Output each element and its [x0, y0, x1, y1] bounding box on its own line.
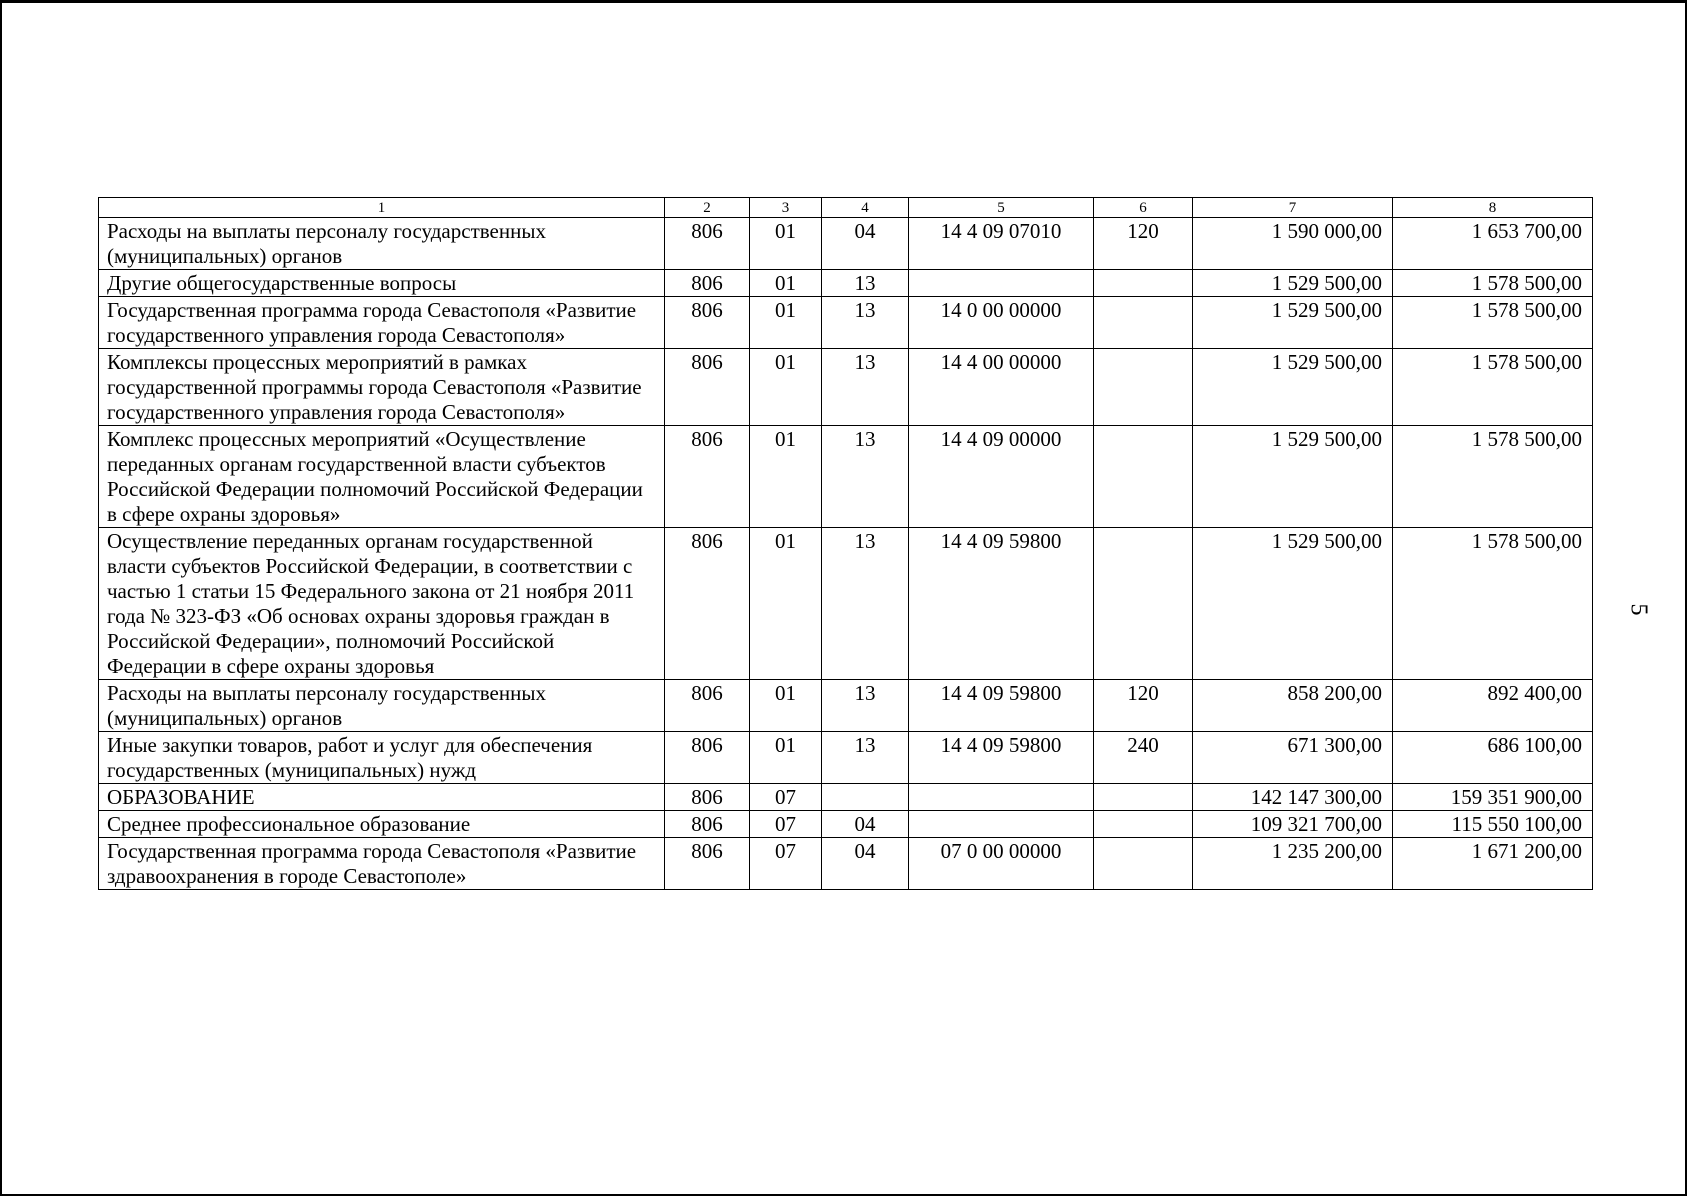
row-ved-cell: 806 [665, 426, 750, 528]
row-vr-cell [1094, 270, 1193, 297]
row-csr-cell: 14 0 00 00000 [909, 297, 1094, 349]
header-cell: 1 [99, 198, 665, 218]
row-csr-cell: 07 0 00 00000 [909, 838, 1094, 890]
row-sum1-cell: 1 529 500,00 [1193, 297, 1393, 349]
row-vr-cell: 120 [1094, 680, 1193, 732]
header-cell: 2 [665, 198, 750, 218]
row-sum2-cell: 1 578 500,00 [1393, 426, 1593, 528]
row-vr-cell: 120 [1094, 218, 1193, 270]
row-rz-cell: 01 [750, 732, 822, 784]
row-csr-cell: 14 4 00 00000 [909, 349, 1094, 426]
row-name-cell: Расходы на выплаты персоналу государственных (муниципальных) органов [99, 680, 665, 732]
row-csr-cell [909, 784, 1094, 811]
table-row [99, 528, 1593, 680]
row-vr-cell [1094, 784, 1193, 811]
row-sum2-cell: 1 653 700,00 [1393, 218, 1593, 270]
row-pr-cell: 13 [822, 680, 909, 732]
row-name-cell: Осуществление переданных органам государственной власти субъектов Российской Федерации, в соответствии с частью 1 статьи 15 Федерального закона от 21 ноября 2011 года № 323-ФЗ «Об основах охраны здоровья граждан в Российской Федерации», полномочий Российской Федерации в сфере охраны здоровья [99, 528, 665, 680]
row-sum2-cell: 1 578 500,00 [1393, 349, 1593, 426]
table-row [99, 218, 1593, 270]
row-ved-cell: 806 [665, 680, 750, 732]
row-pr-cell: 13 [822, 426, 909, 528]
row-ved-cell: 806 [665, 784, 750, 811]
row-ved-cell: 806 [665, 218, 750, 270]
row-sum2-cell: 1 578 500,00 [1393, 270, 1593, 297]
row-ved-cell: 806 [665, 528, 750, 680]
row-sum2-cell: 1 671 200,00 [1393, 838, 1593, 890]
row-name-cell: Иные закупки товаров, работ и услуг для обеспечения государственных (муниципальных) нужд [99, 732, 665, 784]
row-ved-cell: 806 [665, 811, 750, 838]
row-pr-cell: 13 [822, 732, 909, 784]
table-row [99, 270, 1593, 297]
row-rz-cell: 01 [750, 270, 822, 297]
header-cell: 3 [750, 198, 822, 218]
row-rz-cell: 01 [750, 680, 822, 732]
row-ved-cell: 806 [665, 349, 750, 426]
row-rz-cell: 07 [750, 784, 822, 811]
row-name-cell: Другие общегосударственные вопросы [99, 270, 665, 297]
page-number: 5 [1625, 603, 1652, 616]
row-rz-cell: 07 [750, 838, 822, 890]
row-sum1-cell: 1 235 200,00 [1193, 838, 1393, 890]
row-pr-cell: 13 [822, 270, 909, 297]
row-rz-cell: 01 [750, 528, 822, 680]
row-csr-cell: 14 4 09 59800 [909, 528, 1094, 680]
row-sum1-cell: 109 321 700,00 [1193, 811, 1393, 838]
row-sum1-cell: 1 529 500,00 [1193, 349, 1393, 426]
row-sum1-cell: 671 300,00 [1193, 732, 1393, 784]
header-cell: 8 [1393, 198, 1593, 218]
header-cell: 7 [1193, 198, 1393, 218]
row-rz-cell: 01 [750, 426, 822, 528]
row-name-cell: ОБРАЗОВАНИЕ [99, 784, 665, 811]
table-row [99, 732, 1593, 784]
row-pr-cell: 04 [822, 838, 909, 890]
row-sum2-cell: 892 400,00 [1393, 680, 1593, 732]
row-csr-cell [909, 270, 1094, 297]
row-pr-cell [822, 784, 909, 811]
row-pr-cell: 13 [822, 528, 909, 680]
row-sum2-cell: 1 578 500,00 [1393, 297, 1593, 349]
row-ved-cell: 806 [665, 270, 750, 297]
row-name-cell: Государственная программа города Севастополя «Развитие здравоохранения в городе Севастополе» [99, 838, 665, 890]
row-sum1-cell: 1 529 500,00 [1193, 270, 1393, 297]
row-ved-cell: 806 [665, 297, 750, 349]
row-name-cell: Расходы на выплаты персоналу государственных (муниципальных) органов [99, 218, 665, 270]
row-sum2-cell: 1 578 500,00 [1393, 528, 1593, 680]
row-vr-cell [1094, 528, 1193, 680]
row-sum2-cell: 159 351 900,00 [1393, 784, 1593, 811]
table-header-row [99, 198, 1593, 218]
row-pr-cell: 04 [822, 218, 909, 270]
row-csr-cell: 14 4 09 59800 [909, 680, 1094, 732]
row-vr-cell: 240 [1094, 732, 1193, 784]
header-cell: 6 [1094, 198, 1193, 218]
table-row [99, 426, 1593, 528]
table-row [99, 811, 1593, 838]
table-row [99, 297, 1593, 349]
row-name-cell: Государственная программа города Севастополя «Развитие государственного управления города Севастополя» [99, 297, 665, 349]
row-csr-cell: 14 4 09 00000 [909, 426, 1094, 528]
row-rz-cell: 01 [750, 349, 822, 426]
row-vr-cell [1094, 838, 1193, 890]
table-row [99, 349, 1593, 426]
row-csr-cell: 14 4 09 07010 [909, 218, 1094, 270]
row-pr-cell: 13 [822, 297, 909, 349]
table-row [99, 784, 1593, 811]
row-rz-cell: 01 [750, 297, 822, 349]
row-csr-cell [909, 811, 1094, 838]
row-sum2-cell: 686 100,00 [1393, 732, 1593, 784]
row-ved-cell: 806 [665, 838, 750, 890]
row-name-cell: Комплексы процессных мероприятий в рамках государственной программы города Севастополя «Развитие государственного управления города Севастополя» [99, 349, 665, 426]
row-vr-cell [1094, 297, 1193, 349]
header-cell: 4 [822, 198, 909, 218]
row-sum1-cell: 858 200,00 [1193, 680, 1393, 732]
table-row [99, 680, 1593, 732]
row-sum1-cell: 1 590 000,00 [1193, 218, 1393, 270]
row-rz-cell: 01 [750, 218, 822, 270]
row-rz-cell: 07 [750, 811, 822, 838]
row-name-cell: Среднее профессиональное образование [99, 811, 665, 838]
header-cell: 5 [909, 198, 1094, 218]
row-vr-cell [1094, 811, 1193, 838]
row-name-cell: Комплекс процессных мероприятий «Осуществление переданных органам государственной власти субъектов Российской Федерации полномочий Российской Федерации в сфере охраны здоровья» [99, 426, 665, 528]
budget-table [98, 197, 1593, 890]
row-ved-cell: 806 [665, 732, 750, 784]
row-vr-cell [1094, 426, 1193, 528]
row-csr-cell: 14 4 09 59800 [909, 732, 1094, 784]
row-pr-cell: 13 [822, 349, 909, 426]
table-row [99, 838, 1593, 890]
row-sum2-cell: 115 550 100,00 [1393, 811, 1593, 838]
row-sum1-cell: 1 529 500,00 [1193, 528, 1393, 680]
row-vr-cell [1094, 349, 1193, 426]
row-sum1-cell: 142 147 300,00 [1193, 784, 1393, 811]
row-pr-cell: 04 [822, 811, 909, 838]
row-sum1-cell: 1 529 500,00 [1193, 426, 1393, 528]
